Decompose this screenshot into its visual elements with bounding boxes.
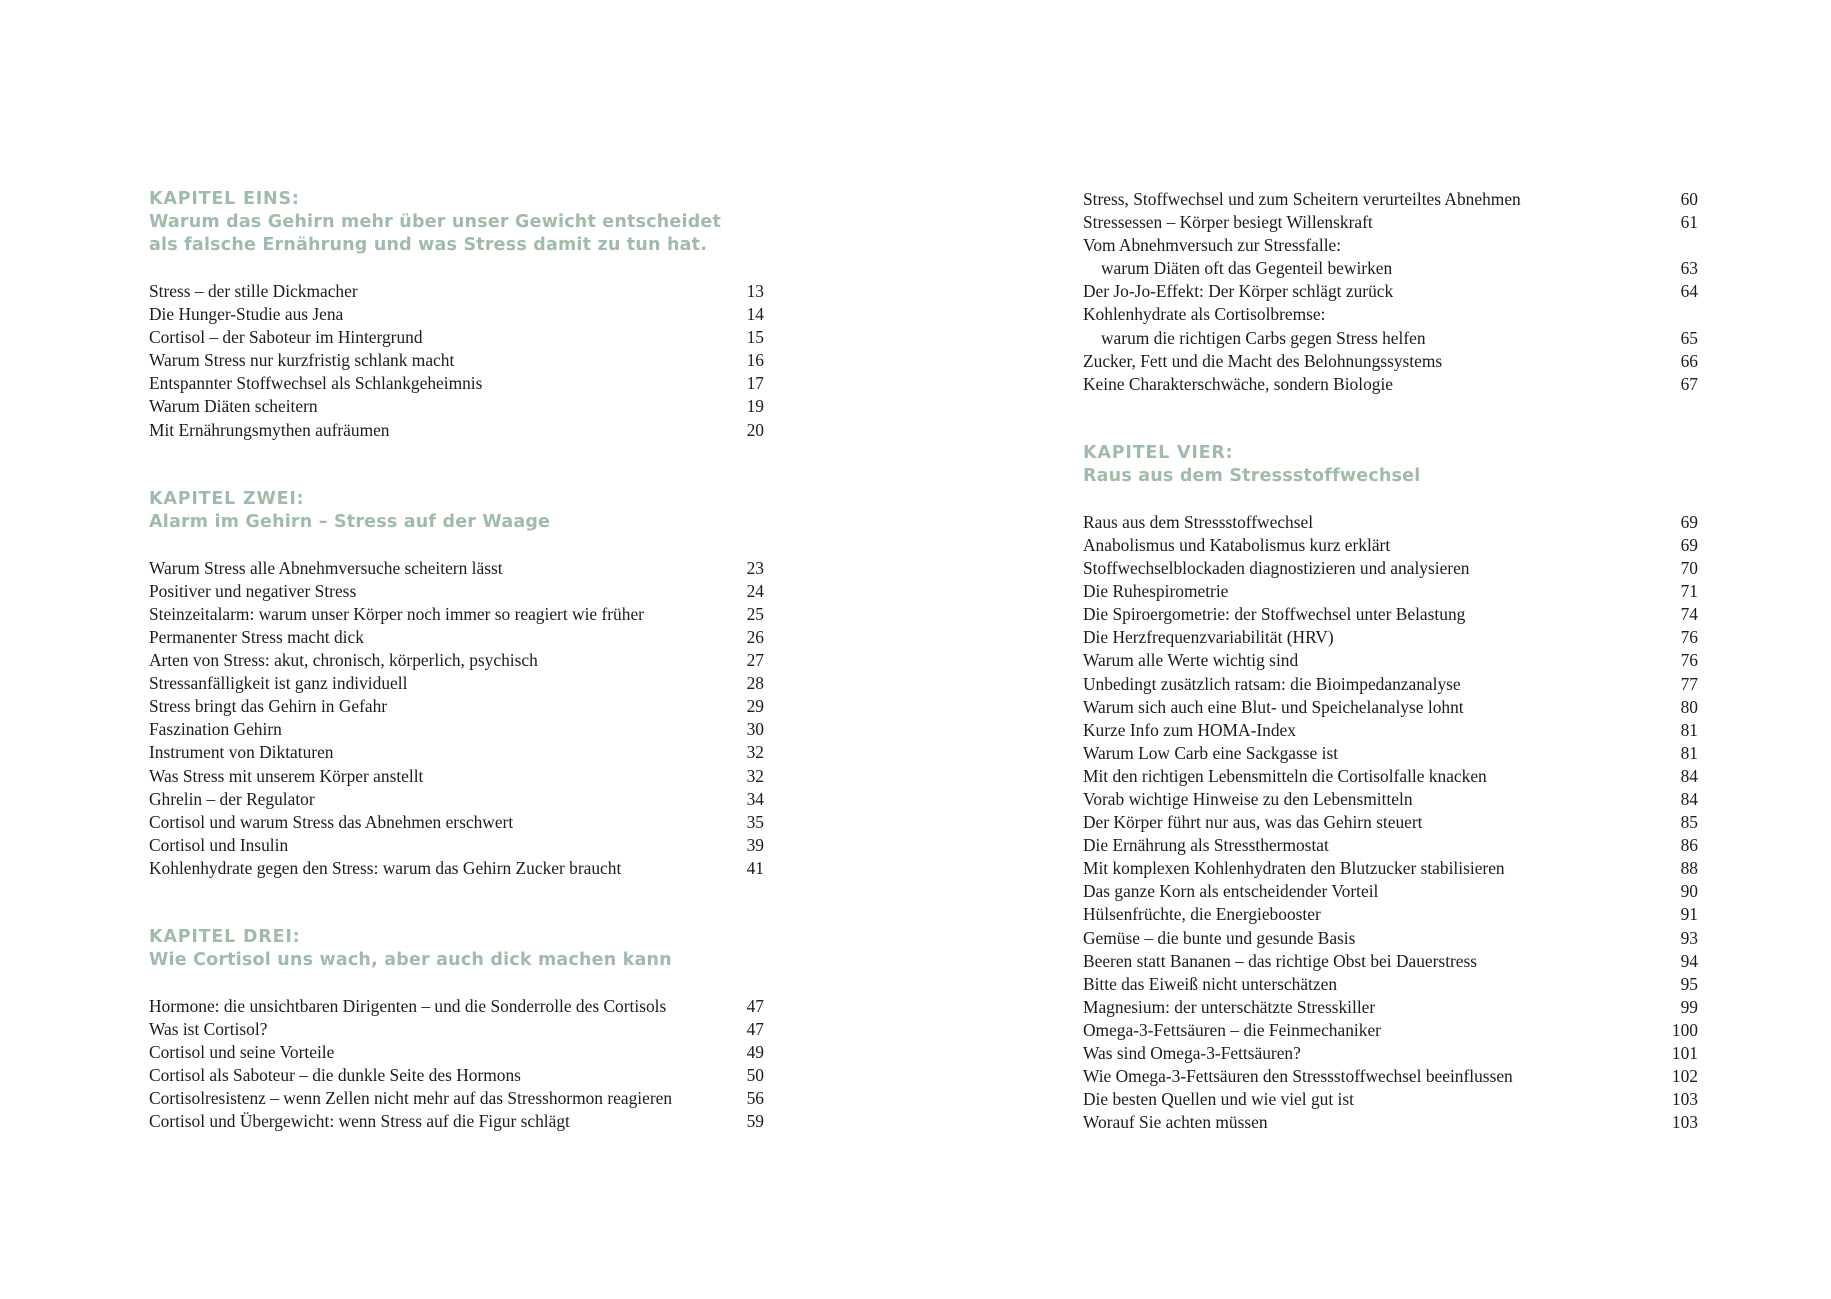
- toc-entry-page-number: 100: [1671, 1019, 1698, 1040]
- toc-entry-label: Ghrelin – der Regulator: [149, 788, 315, 809]
- toc-entry-label: Beeren statt Bananen – das richtige Obst bei Dauerstress: [1083, 950, 1478, 971]
- toc-entry[interactable]: [149, 372, 764, 395]
- toc-entry-page-number: 25: [746, 603, 764, 624]
- toc-entry-label: Die Herzfrequenzvariabilität (HRV): [1083, 627, 1334, 648]
- toc-entry[interactable]: [1083, 765, 1698, 788]
- toc-entry[interactable]: [1083, 257, 1698, 280]
- toc-entry-page-number: 39: [746, 834, 764, 855]
- toc-entry-label: Gemüse – die bunte und gesunde Basis: [1083, 927, 1356, 948]
- chapter-heading: [149, 488, 764, 534]
- chapter-continuation: [1083, 188, 1698, 396]
- chapter-section: [149, 488, 764, 880]
- toc-entry[interactable]: [1083, 1019, 1698, 1042]
- toc-entry[interactable]: [1083, 1111, 1698, 1134]
- toc-entry-page-number: 27: [746, 650, 764, 671]
- toc-entry-label: Der Körper führt nur aus, was das Gehirn steuert: [1083, 812, 1423, 833]
- toc-entry[interactable]: [1083, 857, 1698, 880]
- chapter-number: KAPITEL VIER:: [1083, 442, 1234, 463]
- toc-entry[interactable]: [1083, 996, 1698, 1019]
- toc-entry-label: Was ist Cortisol?: [149, 1019, 268, 1040]
- toc-entry[interactable]: [1083, 303, 1698, 326]
- toc-entry[interactable]: [149, 580, 764, 603]
- toc-entry-label: Stoffwechselblockaden diagnostizieren und analysieren: [1083, 558, 1470, 579]
- toc-entry-page-number: 103: [1671, 1089, 1698, 1110]
- toc-entry-page-number: 103: [1671, 1112, 1698, 1133]
- toc-entry-page-number: 69: [1680, 534, 1698, 555]
- toc-entry[interactable]: [1083, 696, 1698, 719]
- toc-entry-label: Cortisol und seine Vorteile: [149, 1042, 335, 1063]
- chapter-number: KAPITEL EINS:: [149, 189, 300, 209]
- toc-entry[interactable]: [149, 834, 764, 857]
- toc-entry-page-number: 26: [746, 626, 764, 647]
- toc-entry[interactable]: [1083, 327, 1698, 350]
- toc-entry-label: Cortisol und Insulin: [149, 834, 289, 855]
- toc-entry[interactable]: [149, 349, 764, 372]
- toc-entry-page-number: 60: [1680, 189, 1698, 209]
- toc-entry-label: Was sind Omega-3-Fettsäuren?: [1083, 1043, 1301, 1063]
- toc-entry-page-number: 70: [1680, 558, 1698, 579]
- toc-entry-page-number: 30: [746, 719, 764, 740]
- toc-entry-page-number: 24: [746, 580, 764, 601]
- toc-entry-page-number: 93: [1680, 927, 1698, 948]
- toc-entry-page-number: 13: [746, 281, 764, 301]
- toc-entry-page-number: 85: [1680, 812, 1698, 833]
- toc-entry[interactable]: [149, 695, 764, 718]
- toc-entry[interactable]: [1083, 903, 1698, 926]
- toc-entry-label: Kurze Info zum HOMA-Index: [1083, 719, 1296, 740]
- toc-entry[interactable]: [149, 995, 764, 1018]
- toc-entry-label: Cortisol als Saboteur – die dunkle Seite des Hormons: [149, 1065, 521, 1086]
- toc-entry-page-number: 84: [1680, 788, 1698, 809]
- toc-entry-label: Raus aus dem Stressstoffwechsel: [1083, 511, 1314, 532]
- toc-entry-label: Stress – der stille Dickmacher: [149, 281, 358, 301]
- toc-entry-label: Kohlenhydrate als Cortisolbremse:: [1083, 304, 1326, 325]
- toc-entry[interactable]: [149, 395, 764, 418]
- toc-entry[interactable]: [149, 649, 764, 672]
- toc-entry-page-number: 76: [1680, 627, 1698, 648]
- toc-entry-page-number: 20: [746, 419, 764, 440]
- toc-entry[interactable]: [1083, 188, 1698, 211]
- toc-entry-page-number: 15: [746, 327, 764, 348]
- toc-entry-page-number: 23: [746, 557, 764, 578]
- toc-entry-label: Stress, Stoffwechsel und zum Scheitern verurteiltes Abnehmen: [1083, 189, 1521, 209]
- toc-entry[interactable]: [149, 718, 764, 741]
- toc-entry-page-number: 56: [746, 1088, 764, 1109]
- toc-entry-page-number: 32: [746, 765, 764, 786]
- toc-entry-page-number: 71: [1680, 581, 1698, 602]
- toc-entry-label: Vorab wichtige Hinweise zu den Lebensmitteln: [1083, 788, 1413, 809]
- toc-entry-label: Die Spiroergometrie: der Stoffwechsel unter Belastung: [1083, 604, 1466, 625]
- toc-entry[interactable]: [149, 1110, 764, 1133]
- toc-entry-page-number: 41: [746, 857, 764, 878]
- toc-entry-label: Warum Diäten scheitern: [149, 396, 318, 417]
- toc-entry-label: Die Hunger-Studie aus Jena: [149, 304, 344, 325]
- chapter-title-line: Raus aus dem Stressstoffwechsel: [1083, 465, 1421, 486]
- chapter-heading: [149, 188, 764, 257]
- toc-entry[interactable]: [1083, 950, 1698, 973]
- toc-entry-page-number: 17: [746, 373, 764, 394]
- toc-entry[interactable]: [1083, 580, 1698, 603]
- chapter-title-line: Wie Cortisol uns wach, aber auch dick machen kann: [149, 949, 672, 970]
- toc-entry-label: Warum Stress nur kurzfristig schlank macht: [149, 350, 455, 371]
- toc-entry-label: Positiver und negativer Stress: [149, 580, 357, 601]
- toc-entry-label: Entspannter Stoffwechsel als Schlankgeheimnis: [149, 373, 483, 394]
- chapter-title-line: als falsche Ernährung und was Stress damit zu tun hat.: [149, 235, 708, 255]
- toc-entry-page-number: 65: [1680, 327, 1698, 348]
- toc-entry-label: Warum alle Werte wichtig sind: [1083, 650, 1299, 671]
- toc-entry[interactable]: [1083, 927, 1698, 950]
- toc-entry-label: Hormone: die unsichtbaren Dirigenten – und die Sonderrolle des Cortisols: [149, 995, 667, 1016]
- toc-entry-page-number: 74: [1680, 604, 1698, 625]
- toc-entry[interactable]: [1083, 557, 1698, 580]
- toc-entry-label: Das ganze Korn als entscheidender Vorteil: [1083, 881, 1379, 902]
- toc-entry[interactable]: [1083, 880, 1698, 903]
- toc-entry-page-number: 61: [1680, 212, 1698, 233]
- toc-entry[interactable]: [1083, 511, 1698, 534]
- toc-entry[interactable]: [149, 1064, 764, 1087]
- toc-entry-label: Mit Ernährungsmythen aufräumen: [149, 419, 390, 440]
- toc-entry-label: Was Stress mit unserem Körper anstellt: [149, 765, 424, 786]
- toc-entry-page-number: 35: [746, 811, 764, 832]
- toc-entry-page-number: 29: [746, 696, 764, 717]
- toc-entry[interactable]: [1083, 834, 1698, 857]
- toc-entry-page-number: 59: [746, 1111, 764, 1132]
- toc-entry-label: Cortisol – der Saboteur im Hintergrund: [149, 327, 423, 348]
- toc-entry[interactable]: [149, 1018, 764, 1041]
- toc-entry-page-number: 32: [746, 742, 764, 763]
- toc-entry[interactable]: [1083, 649, 1698, 672]
- toc-entry[interactable]: [1083, 280, 1698, 303]
- toc-entry-label: Mit den richtigen Lebensmitteln die Cortisolfalle knacken: [1083, 765, 1487, 786]
- toc-entry[interactable]: [1083, 234, 1698, 257]
- toc-entry[interactable]: [1083, 742, 1698, 765]
- toc-entry[interactable]: [149, 672, 764, 695]
- toc-entry[interactable]: [149, 1041, 764, 1064]
- toc-entry-label: Warum sich auch eine Blut- und Speichelanalyse lohnt: [1083, 696, 1464, 717]
- toc-entry[interactable]: [149, 788, 764, 811]
- toc-entry[interactable]: [1083, 350, 1698, 373]
- toc-entry-label: Cortisol und warum Stress das Abnehmen erschwert: [149, 811, 514, 832]
- toc-entry-page-number: 101: [1671, 1043, 1698, 1063]
- chapter-title-line: Warum das Gehirn mehr über unser Gewicht entscheidet: [149, 212, 722, 232]
- toc-entry[interactable]: [1083, 534, 1698, 557]
- toc-entry[interactable]: [149, 857, 764, 880]
- toc-entry-page-number: 91: [1680, 904, 1698, 925]
- toc-entry-label: warum Diäten oft das Gegenteil bewirken: [1101, 258, 1393, 279]
- toc-entry-label: Stressanfälligkeit ist ganz individuell: [149, 673, 408, 694]
- toc-entry-label: Steinzeitalarm: warum unser Körper noch immer so reagiert wie früher: [149, 603, 644, 624]
- toc-entry-page-number: 63: [1680, 258, 1698, 279]
- toc-entry-label: Bitte das Eiweiß nicht unterschätzen: [1083, 973, 1338, 994]
- right-page-toc: [1083, 188, 1698, 1134]
- toc-entry-label: Die besten Quellen und wie viel gut ist: [1083, 1089, 1354, 1110]
- toc-entry-page-number: 80: [1680, 696, 1698, 717]
- toc-entry[interactable]: [149, 303, 764, 326]
- toc-entry[interactable]: [1083, 719, 1698, 742]
- toc-entry[interactable]: [149, 741, 764, 764]
- toc-entry[interactable]: [149, 419, 764, 442]
- toc-entry[interactable]: [149, 326, 764, 349]
- toc-entry-page-number: 16: [746, 350, 764, 371]
- toc-entry-page-number: 102: [1671, 1066, 1698, 1087]
- toc-entry-label: Die Ernährung als Stressthermostat: [1083, 835, 1329, 856]
- toc-entry[interactable]: [149, 1087, 764, 1110]
- toc-entry-label: Omega-3-Fettsäuren – die Feinmechaniker: [1083, 1019, 1381, 1040]
- toc-entry-page-number: 28: [746, 673, 764, 694]
- toc-entry-page-number: 19: [746, 396, 764, 417]
- toc-entry-page-number: 81: [1680, 742, 1698, 763]
- chapter-section: [1083, 442, 1698, 1135]
- toc-entry-label: Magnesium: der unterschätzte Stresskiller: [1083, 996, 1376, 1017]
- toc-entry-label: Anabolismus und Katabolismus kurz erklärt: [1083, 534, 1391, 555]
- toc-entry-label: Wie Omega-3-Fettsäuren den Stressstoffwechsel beeinflussen: [1083, 1066, 1513, 1087]
- toc-entry-page-number: 90: [1680, 881, 1698, 902]
- toc-entry[interactable]: [149, 765, 764, 788]
- toc-entry-page-number: 86: [1680, 835, 1698, 856]
- toc-entry-label: Arten von Stress: akut, chronisch, körperlich, psychisch: [149, 650, 538, 671]
- toc-entry-label: Permanenter Stress macht dick: [149, 626, 364, 647]
- toc-entry[interactable]: [1083, 626, 1698, 649]
- toc-entry-label: Instrument von Diktaturen: [149, 742, 334, 763]
- toc-entry-page-number: 50: [746, 1065, 764, 1086]
- toc-entry[interactable]: [149, 603, 764, 626]
- toc-entry-label: Cortisol und Übergewicht: wenn Stress auf die Figur schlägt: [149, 1111, 570, 1132]
- toc-entry-page-number: 47: [746, 1019, 764, 1040]
- toc-entry[interactable]: [1083, 373, 1698, 396]
- toc-entry-page-number: 66: [1680, 350, 1698, 371]
- chapter-heading: [149, 926, 764, 972]
- chapter-section: [149, 188, 764, 442]
- toc-entry-page-number: 67: [1680, 373, 1698, 394]
- toc-entry-label: Stressessen – Körper besiegt Willenskraft: [1083, 212, 1373, 233]
- toc-entry-page-number: 84: [1680, 765, 1698, 786]
- toc-entry-label: Stress bringt das Gehirn in Gefahr: [149, 696, 388, 717]
- toc-entry[interactable]: [1083, 603, 1698, 626]
- toc-entry-label: Vom Abnehmversuch zur Stressfalle:: [1083, 235, 1342, 256]
- toc-entry-label: Hülsenfrüchte, die Energiebooster: [1083, 904, 1321, 925]
- toc-entry-page-number: 88: [1680, 858, 1698, 879]
- chapter-title-line: Alarm im Gehirn – Stress auf der Waage: [149, 511, 551, 532]
- toc-entry-label: Kohlenhydrate gegen den Stress: warum das Gehirn Zucker braucht: [149, 857, 622, 878]
- toc-entry-page-number: 47: [746, 995, 764, 1016]
- toc-entry-label: Die Ruhespirometrie: [1083, 581, 1229, 602]
- toc-entry-page-number: 69: [1680, 511, 1698, 532]
- toc-entry-page-number: 77: [1680, 673, 1698, 694]
- toc-entry-page-number: 76: [1680, 650, 1698, 671]
- toc-entry[interactable]: [1083, 1042, 1698, 1065]
- toc-entry[interactable]: [149, 811, 764, 834]
- toc-entry[interactable]: [1083, 973, 1698, 996]
- toc-entry-label: Unbedingt zusätzlich ratsam: die Bioimpedanzanalyse: [1083, 673, 1461, 694]
- toc-entry-page-number: 95: [1680, 973, 1698, 994]
- toc-entry[interactable]: [1083, 673, 1698, 696]
- toc-entry[interactable]: [1083, 211, 1698, 234]
- chapter-heading: [1083, 442, 1698, 488]
- toc-entry-label: warum die richtigen Carbs gegen Stress helfen: [1101, 327, 1426, 348]
- toc-entry-page-number: 99: [1680, 996, 1698, 1017]
- toc-entry-page-number: 49: [746, 1042, 764, 1063]
- toc-entry[interactable]: [149, 280, 764, 303]
- toc-entry[interactable]: [149, 557, 764, 580]
- toc-entry[interactable]: [1083, 1088, 1698, 1111]
- toc-entry-page-number: 34: [746, 788, 764, 809]
- toc-entry-label: Cortisolresistenz – wenn Zellen nicht mehr auf das Stresshormon reagieren: [149, 1088, 673, 1109]
- toc-entry-page-number: 64: [1680, 281, 1698, 302]
- toc-entry-label: Worauf Sie achten müssen: [1083, 1112, 1268, 1133]
- toc-entry-label: Mit komplexen Kohlenhydraten den Blutzucker stabilisieren: [1083, 858, 1505, 879]
- chapter-number: KAPITEL DREI:: [149, 926, 301, 947]
- toc-entry[interactable]: [1083, 811, 1698, 834]
- toc-entry-label: Zucker, Fett und die Macht des Belohnungssystems: [1083, 350, 1443, 371]
- toc-entry-label: Keine Charakterschwäche, sondern Biologie: [1083, 373, 1394, 394]
- toc-entry[interactable]: [1083, 1065, 1698, 1088]
- left-page-toc: [149, 188, 764, 1134]
- toc-entry[interactable]: [1083, 788, 1698, 811]
- toc-entry-page-number: 14: [746, 304, 764, 325]
- toc-entry-label: Faszination Gehirn: [149, 719, 282, 740]
- toc-entry-page-number: 81: [1680, 719, 1698, 740]
- toc-entry-label: Der Jo-Jo-Effekt: Der Körper schlägt zurück: [1083, 281, 1394, 302]
- chapter-section: [149, 926, 764, 1134]
- toc-entry-label: Warum Stress alle Abnehmversuche scheitern lässt: [149, 557, 503, 578]
- chapter-number: KAPITEL ZWEI:: [149, 488, 305, 509]
- toc-entry-page-number: 94: [1680, 950, 1698, 971]
- toc-entry[interactable]: [149, 626, 764, 649]
- toc-entry-label: Warum Low Carb eine Sackgasse ist: [1083, 742, 1339, 763]
